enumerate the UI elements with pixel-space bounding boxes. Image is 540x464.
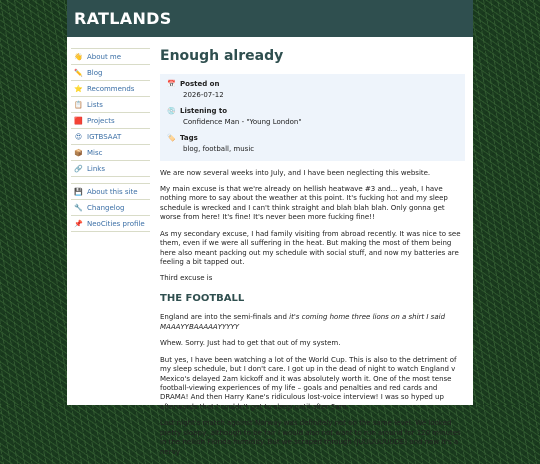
box-icon: 📦: [74, 148, 83, 157]
tags-label: [166, 134, 457, 143]
nav-item-blog[interactable]: [71, 65, 150, 81]
nav-item-recommends[interactable]: [71, 81, 150, 97]
posted-on-value: 2026-07-12: [183, 91, 224, 100]
nav-item-about-this-site[interactable]: [71, 184, 150, 200]
nav-label: Lists: [87, 100, 103, 109]
nav-label: About this site: [87, 187, 138, 196]
pushpin-icon: 📌: [74, 219, 83, 228]
listening-to-value: Confidence Man - "Young London": [183, 118, 302, 127]
clipboard-icon: 📋: [74, 100, 83, 109]
paragraph-5: [160, 313, 465, 332]
tag-icon: 🏷️: [167, 133, 176, 142]
post-meta-box: [160, 74, 465, 161]
star-icon: ⭐: [74, 84, 83, 93]
tags-value: blog, football, music: [183, 145, 255, 154]
nav-item-about-me[interactable]: [71, 49, 150, 65]
nav-label: Projects: [87, 116, 115, 125]
paragraph-6: Whew. Sorry. Just had to get that out of my system.: [160, 339, 341, 348]
link-icon: 🔗: [74, 164, 83, 173]
heart-eyes-icon: 😍: [74, 132, 83, 141]
nav-item-projects[interactable]: [71, 113, 150, 129]
paragraph-4: Third excuse is: [160, 274, 213, 283]
paragraph-3: As my secondary excuse, I had family visiting from abroad recently. It was nice to see them, even if we were all suffering in the heat. But making the most of them being here also meant packing out my schedule with social stuff, and now my batteries are feeling a bit tapped out.: [160, 229, 461, 267]
nav-label: Links: [87, 164, 105, 173]
nav-item-changelog[interactable]: [71, 200, 150, 216]
listening-to-text: Listening to: [180, 106, 228, 115]
nav-label: Misc: [87, 148, 103, 157]
paragraph-1: We are now several weeks into July, and I have been neglecting this website.: [160, 168, 431, 177]
paragraph-2: My main excuse is that we're already on hellish heatwave #3 and... yeah, I have nothing more to say about the weather at this point. It's fucking hot and my sleep schedule is wrecked and I can't think straight and blah blah blah. Only gonna get worse from here! It's fine! It's never been more fucking fine!!: [160, 184, 448, 222]
nav-label: NeoCities profile: [87, 219, 145, 228]
page: [67, 0, 473, 456]
paragraph-8: Last night's match against Norway was definitely not on the same level. We looked pretty sloppy, although to be fair I would also not want to run around for 120 minutes in the hellish Florida humidity. But we scraped through (JUUUUUUUDE) and now it's a nervy: [160, 419, 461, 456]
paragraph-7: But yes, I have been watching a lot of the World Cup. This is also to the detriment of my sleep schedule, but I don't care. I got up in the dead of night to watch England v Mexico's delayed 2am kickoff and it was absolutely worth it. One of the most tense football-viewing experiences of my life – goals and penalties and red cards and DRAMA! And then Harry Kane's ridiculous lost-voice interview! I was so hyped up afterwards that I couldn't get to sleep until after 5am.: [160, 355, 457, 411]
post-title: Enough already: [160, 48, 284, 64]
calendar-icon: 📅: [167, 79, 176, 88]
sidebar: [67, 37, 150, 464]
nav-label: Blog: [87, 68, 103, 77]
site-header: [67, 0, 473, 37]
red-square-icon: 🟥: [74, 116, 83, 125]
pencil-icon: ✏️: [74, 68, 83, 77]
nav-label: Recommends: [87, 84, 135, 93]
nav-label: Changelog: [87, 203, 125, 212]
listening-to-label: [166, 107, 457, 116]
tags-text: Tags: [180, 133, 198, 142]
post-content: [150, 37, 465, 464]
nav-label: About me: [87, 52, 122, 61]
paragraph-5-italic: it's coming home three lions on a shirt I said MAAAYYBAAAAAYYYYY: [160, 313, 446, 331]
posted-on-text: Posted on: [180, 79, 220, 88]
floppy-disk-icon: 💾: [74, 187, 83, 196]
nav-group-site: [71, 183, 150, 232]
layout: [67, 37, 473, 464]
section-heading-football: THE FOOTBALL: [160, 292, 245, 304]
waving-hand-icon: 👋: [74, 52, 83, 61]
nav-group-main: [71, 48, 150, 177]
posted-on-label: [166, 80, 457, 89]
nav-item-lists[interactable]: [71, 97, 150, 113]
paragraph-5-plain: England are into the semi-finals and: [160, 313, 290, 322]
nav-item-neocities-profile[interactable]: [71, 216, 150, 232]
nav-item-links[interactable]: [71, 161, 150, 177]
nav-item-igtbsaat[interactable]: [71, 129, 150, 145]
site-title[interactable]: RATLANDS: [74, 9, 172, 28]
disc-icon: 💿: [167, 106, 176, 115]
nav-item-misc[interactable]: [71, 145, 150, 161]
wrench-icon: 🔧: [74, 203, 83, 212]
nav-label: IGTBSAAT: [87, 132, 122, 141]
